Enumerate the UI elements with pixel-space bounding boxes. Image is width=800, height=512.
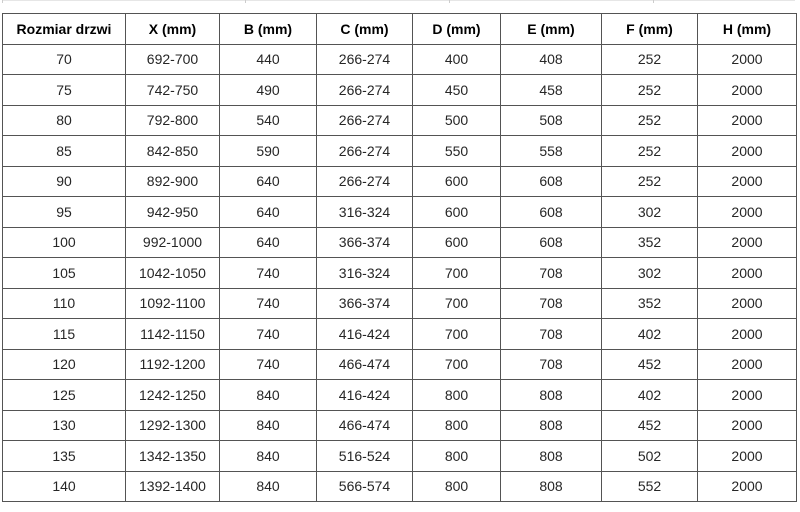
table-cell: 400 bbox=[413, 44, 501, 75]
table-cell: 2000 bbox=[698, 227, 797, 258]
table-cell: 452 bbox=[602, 349, 698, 380]
column-header: H (mm) bbox=[698, 14, 797, 45]
table-cell: 252 bbox=[602, 105, 698, 136]
row-size-cell: 130 bbox=[3, 410, 126, 441]
table-cell: 942-950 bbox=[126, 197, 220, 228]
row-size-cell: 75 bbox=[3, 75, 126, 106]
table-cell: 808 bbox=[501, 380, 602, 411]
table-cell: 700 bbox=[413, 319, 501, 350]
table-row bbox=[3, 136, 797, 167]
table-cell: 2000 bbox=[698, 75, 797, 106]
table-cell: 302 bbox=[602, 258, 698, 289]
table-cell: 500 bbox=[413, 105, 501, 136]
table-cell: 2000 bbox=[698, 441, 797, 472]
table-row bbox=[3, 227, 797, 258]
table-cell: 266-274 bbox=[317, 166, 413, 197]
table-cell: 1242-1250 bbox=[126, 380, 220, 411]
cropped-content-artifact bbox=[2, 0, 795, 1]
table-cell: 502 bbox=[602, 441, 698, 472]
table-cell: 302 bbox=[602, 197, 698, 228]
row-size-cell: 95 bbox=[3, 197, 126, 228]
table-cell: 640 bbox=[220, 197, 317, 228]
table-cell: 700 bbox=[413, 349, 501, 380]
row-size-cell: 140 bbox=[3, 471, 126, 502]
table-cell: 600 bbox=[413, 197, 501, 228]
table-cell: 808 bbox=[501, 471, 602, 502]
column-header: B (mm) bbox=[220, 14, 317, 45]
table-cell: 490 bbox=[220, 75, 317, 106]
table-cell: 1392-1400 bbox=[126, 471, 220, 502]
cropped-border-tick bbox=[245, 0, 246, 3]
table-body bbox=[3, 44, 797, 502]
table-cell: 992-1000 bbox=[126, 227, 220, 258]
table-cell: 840 bbox=[220, 410, 317, 441]
column-header-rozmiar-drzwi: Rozmiar drzwi bbox=[3, 14, 126, 45]
row-size-cell: 100 bbox=[3, 227, 126, 258]
table-cell: 740 bbox=[220, 319, 317, 350]
row-size-cell: 120 bbox=[3, 349, 126, 380]
table-cell: 252 bbox=[602, 75, 698, 106]
table-cell: 842-850 bbox=[126, 136, 220, 167]
table-cell: 2000 bbox=[698, 410, 797, 441]
table-cell: 540 bbox=[220, 105, 317, 136]
row-size-cell: 80 bbox=[3, 105, 126, 136]
column-header: C (mm) bbox=[317, 14, 413, 45]
table-row bbox=[3, 441, 797, 472]
table-cell: 552 bbox=[602, 471, 698, 502]
table-cell: 742-750 bbox=[126, 75, 220, 106]
table-header bbox=[3, 14, 797, 45]
table-cell: 266-274 bbox=[317, 136, 413, 167]
table-cell: 440 bbox=[220, 44, 317, 75]
table-row bbox=[3, 288, 797, 319]
table-cell: 366-374 bbox=[317, 288, 413, 319]
table-cell: 740 bbox=[220, 288, 317, 319]
table-cell: 366-374 bbox=[317, 227, 413, 258]
table-cell: 450 bbox=[413, 75, 501, 106]
table-cell: 252 bbox=[602, 166, 698, 197]
table-cell: 316-324 bbox=[317, 197, 413, 228]
table-row bbox=[3, 410, 797, 441]
table-cell: 266-274 bbox=[317, 75, 413, 106]
table-cell: 252 bbox=[602, 44, 698, 75]
row-size-cell: 125 bbox=[3, 380, 126, 411]
table-cell: 408 bbox=[501, 44, 602, 75]
table-cell: 402 bbox=[602, 319, 698, 350]
table-row bbox=[3, 75, 797, 106]
table-row bbox=[3, 258, 797, 289]
table-cell: 800 bbox=[413, 380, 501, 411]
table-cell: 266-274 bbox=[317, 105, 413, 136]
table-cell: 2000 bbox=[698, 166, 797, 197]
table-cell: 2000 bbox=[698, 105, 797, 136]
cropped-border-tick bbox=[2, 0, 3, 3]
table-cell: 2000 bbox=[698, 136, 797, 167]
table-cell: 608 bbox=[501, 166, 602, 197]
table-cell: 808 bbox=[501, 410, 602, 441]
table-cell: 608 bbox=[501, 197, 602, 228]
table-cell: 708 bbox=[501, 258, 602, 289]
row-size-cell: 135 bbox=[3, 441, 126, 472]
table-cell: 800 bbox=[413, 471, 501, 502]
row-size-cell: 115 bbox=[3, 319, 126, 350]
table-cell: 1042-1050 bbox=[126, 258, 220, 289]
table-cell: 1142-1150 bbox=[126, 319, 220, 350]
table-cell: 466-474 bbox=[317, 349, 413, 380]
table-cell: 566-574 bbox=[317, 471, 413, 502]
table-row bbox=[3, 105, 797, 136]
table-cell: 266-274 bbox=[317, 44, 413, 75]
table-cell: 1342-1350 bbox=[126, 441, 220, 472]
table-cell: 402 bbox=[602, 380, 698, 411]
table-cell: 740 bbox=[220, 349, 317, 380]
table-cell: 508 bbox=[501, 105, 602, 136]
row-size-cell: 110 bbox=[3, 288, 126, 319]
table-cell: 2000 bbox=[698, 319, 797, 350]
column-header: D (mm) bbox=[413, 14, 501, 45]
table-row bbox=[3, 349, 797, 380]
table-cell: 800 bbox=[413, 410, 501, 441]
table-cell: 352 bbox=[602, 288, 698, 319]
table-cell: 608 bbox=[501, 227, 602, 258]
table-row bbox=[3, 166, 797, 197]
table-cell: 550 bbox=[413, 136, 501, 167]
table-cell: 252 bbox=[602, 136, 698, 167]
table-cell: 2000 bbox=[698, 380, 797, 411]
table-cell: 416-424 bbox=[317, 319, 413, 350]
table-cell: 416-424 bbox=[317, 380, 413, 411]
table-cell: 466-474 bbox=[317, 410, 413, 441]
table-row bbox=[3, 380, 797, 411]
header-row bbox=[3, 14, 797, 45]
cropped-border-tick bbox=[449, 0, 450, 3]
table-cell: 600 bbox=[413, 166, 501, 197]
table-cell: 452 bbox=[602, 410, 698, 441]
table-row bbox=[3, 197, 797, 228]
table-cell: 1092-1100 bbox=[126, 288, 220, 319]
column-header: F (mm) bbox=[602, 14, 698, 45]
table-cell: 640 bbox=[220, 166, 317, 197]
table-cell: 640 bbox=[220, 227, 317, 258]
table-cell: 892-900 bbox=[126, 166, 220, 197]
table-cell: 516-524 bbox=[317, 441, 413, 472]
column-header: E (mm) bbox=[501, 14, 602, 45]
table-cell: 2000 bbox=[698, 258, 797, 289]
table-cell: 2000 bbox=[698, 197, 797, 228]
table-cell: 558 bbox=[501, 136, 602, 167]
table-cell: 1292-1300 bbox=[126, 410, 220, 441]
table-cell: 1192-1200 bbox=[126, 349, 220, 380]
table-row bbox=[3, 319, 797, 350]
row-size-cell: 105 bbox=[3, 258, 126, 289]
cropped-border-tick bbox=[653, 0, 654, 3]
table-cell: 840 bbox=[220, 441, 317, 472]
table-cell: 590 bbox=[220, 136, 317, 167]
table-cell: 2000 bbox=[698, 288, 797, 319]
table-cell: 600 bbox=[413, 227, 501, 258]
table-cell: 740 bbox=[220, 258, 317, 289]
table-cell: 708 bbox=[501, 349, 602, 380]
table-cell: 708 bbox=[501, 319, 602, 350]
door-size-spec-table bbox=[2, 13, 797, 502]
table-cell: 840 bbox=[220, 471, 317, 502]
table-cell: 800 bbox=[413, 441, 501, 472]
table-cell: 2000 bbox=[698, 471, 797, 502]
table-cell: 2000 bbox=[698, 44, 797, 75]
table-cell: 2000 bbox=[698, 349, 797, 380]
table-cell: 708 bbox=[501, 288, 602, 319]
table-row bbox=[3, 471, 797, 502]
row-size-cell: 85 bbox=[3, 136, 126, 167]
table-cell: 352 bbox=[602, 227, 698, 258]
row-size-cell: 90 bbox=[3, 166, 126, 197]
table-cell: 692-700 bbox=[126, 44, 220, 75]
table-cell: 316-324 bbox=[317, 258, 413, 289]
row-size-cell: 70 bbox=[3, 44, 126, 75]
table-cell: 700 bbox=[413, 258, 501, 289]
column-header: X (mm) bbox=[126, 14, 220, 45]
table-cell: 700 bbox=[413, 288, 501, 319]
table-cell: 458 bbox=[501, 75, 602, 106]
table-cell: 792-800 bbox=[126, 105, 220, 136]
table-cell: 808 bbox=[501, 441, 602, 472]
table-cell: 840 bbox=[220, 380, 317, 411]
table-row bbox=[3, 44, 797, 75]
